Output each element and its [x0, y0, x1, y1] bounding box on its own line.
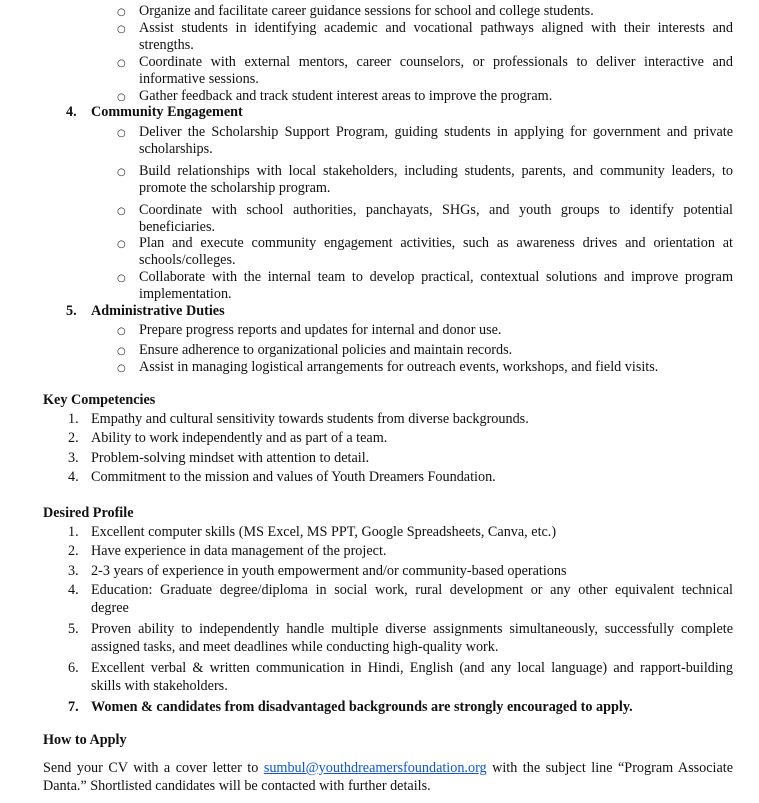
list-item-text: promote the scholarship program. — [139, 180, 331, 196]
list-item-text: strengths. — [139, 37, 194, 53]
competency-text: Commitment to the mission and values of Youth Dreamers Foundation. — [91, 469, 496, 485]
list-item-text: Collaborate with the internal team to develop practical, contextual solutions and improve program — [139, 269, 733, 285]
profile-text: degree — [91, 600, 129, 616]
list-bullet-icon: ○ — [117, 58, 126, 69]
section-heading: Administrative Duties — [91, 303, 225, 319]
list-item-text: Coordinate with external mentors, career counselors, or professionals to deliver interactive and — [139, 54, 733, 70]
list-number: 2. — [68, 430, 79, 446]
list-number: 3. — [68, 450, 79, 466]
list-item-text: informative sessions. — [139, 71, 259, 87]
section-number: 4. — [66, 104, 77, 120]
competency-text: Ability to work independently and as part of a team. — [91, 430, 388, 446]
key-competencies-heading: Key Competencies — [43, 392, 156, 408]
profile-text: assigned tasks, and meet deadlines while conducting high-quality work. — [91, 639, 499, 655]
apply-text: with the subject line “Program Associate — [486, 760, 734, 776]
profile-text: Women & candidates from disadvantaged backgrounds are strongly encouraged to apply. — [91, 699, 633, 715]
list-bullet-icon: ○ — [117, 24, 126, 35]
list-number: 3. — [68, 563, 79, 579]
list-bullet-icon: ○ — [117, 206, 126, 217]
list-bullet-icon: ○ — [117, 7, 126, 18]
list-number: 5. — [68, 621, 79, 637]
list-item-text: Gather feedback and track student interest areas to improve the program. — [139, 88, 553, 104]
profile-text: Have experience in data management of the project. — [91, 543, 387, 559]
apply-text: Danta.” Shortlisted candidates will be contacted with further details. — [43, 778, 431, 794]
profile-text: Excellent computer skills (MS Excel, MS PPT, Google Spreadsheets, Canva, etc.) — [91, 524, 557, 540]
list-item-text: Plan and execute community engagement activities, such as awareness drives and orientation at — [139, 235, 733, 251]
list-item-text: Deliver the Scholarship Support Program, guiding students in applying for government and private — [139, 124, 733, 140]
list-item-text: Ensure adherence to organizational policies and maintain records. — [139, 342, 513, 358]
list-item-text: Assist students in identifying academic and vocational pathways aligned with their interests and — [139, 20, 733, 36]
list-number: 7. — [68, 699, 79, 715]
list-bullet-icon: ○ — [117, 239, 126, 250]
list-item-text: scholarships. — [139, 141, 213, 157]
apply-text-line — [43, 760, 733, 777]
list-bullet-icon: ○ — [117, 167, 126, 178]
list-number: 4. — [68, 469, 79, 485]
profile-text: Excellent verbal & written communication in Hindi, English (and any local language) and rapport-building — [91, 660, 733, 676]
competency-text: Empathy and cultural sensitivity towards students from diverse backgrounds. — [91, 411, 529, 427]
list-bullet-icon: ○ — [117, 346, 126, 357]
list-bullet-icon: ○ — [117, 326, 126, 337]
list-bullet-icon: ○ — [117, 363, 126, 374]
list-number: 1. — [68, 411, 79, 427]
apply-text: Send your CV with a cover letter to — [43, 760, 264, 776]
list-bullet-icon: ○ — [117, 128, 126, 139]
list-number: 2. — [68, 543, 79, 559]
section-heading: Community Engagement — [91, 104, 243, 120]
how-to-apply-heading: How to Apply — [43, 732, 127, 748]
list-bullet-icon: ○ — [117, 92, 126, 103]
email-link[interactable]: sumbul@youthdreamersfoundation.org — [263, 760, 487, 776]
profile-text: 2-3 years of experience in youth empowerment and/or community-based operations — [91, 563, 567, 579]
competency-text: Problem-solving mindset with attention to detail. — [91, 450, 370, 466]
section-number: 5. — [66, 303, 77, 319]
list-item-text: Organize and facilitate career guidance sessions for school and college students. — [139, 3, 594, 19]
profile-text: Proven ability to independently handle multiple diverse assignments simultaneously, successfully complete — [91, 621, 733, 637]
list-number: 1. — [68, 524, 79, 540]
list-item-text: schools/colleges. — [139, 252, 236, 268]
list-bullet-icon: ○ — [117, 273, 126, 284]
list-item-text: Coordinate with school authorities, panchayats, SHGs, and youth groups to identify potential — [139, 202, 733, 218]
list-number: 4. — [68, 582, 79, 598]
desired-profile-heading: Desired Profile — [43, 505, 134, 521]
list-number: 6. — [68, 660, 79, 676]
list-item-text: implementation. — [139, 286, 232, 302]
list-item-text: Build relationships with local stakeholders, including students, parents, and community leaders, to — [139, 163, 733, 179]
profile-text: Education: Graduate degree/diploma in social work, rural development or any other equivalent technical — [91, 582, 733, 598]
list-item-text: Assist in managing logistical arrangements for outreach events, workshops, and field visits. — [139, 359, 659, 375]
profile-text: skills with stakeholders. — [91, 678, 228, 694]
list-item-text: Prepare progress reports and updates for internal and donor use. — [139, 322, 502, 338]
list-item-text: beneficiaries. — [139, 219, 216, 235]
